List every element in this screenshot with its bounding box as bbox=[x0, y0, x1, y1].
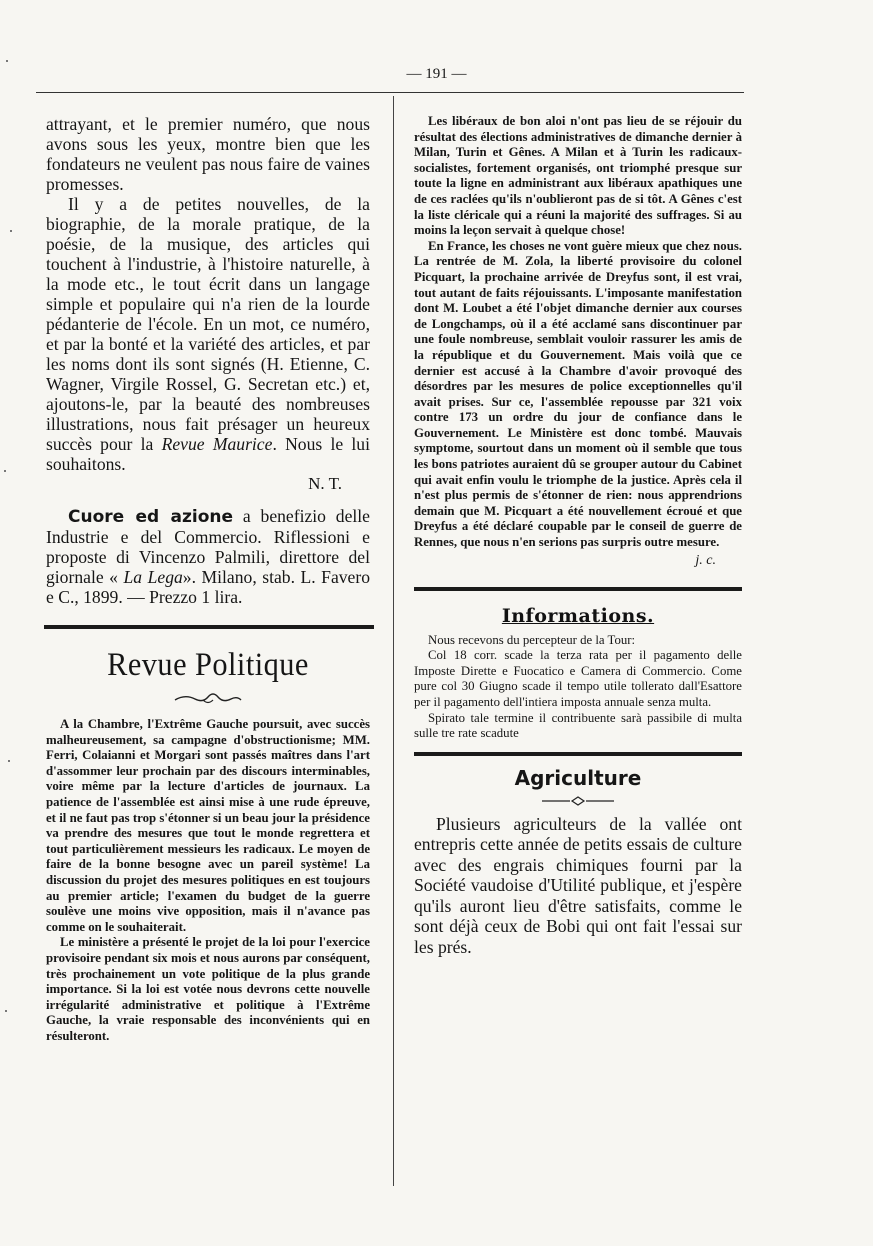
ornament-flourish-icon bbox=[173, 691, 243, 705]
cuore-journal: La Lega bbox=[123, 567, 183, 587]
politique-signature: j. c. bbox=[695, 552, 716, 568]
agriculture-text bbox=[414, 814, 742, 958]
cuore-text-a: a benefizio delle Industrie e del Commercio. Riflessioni e proposte di Vincenzo Palmili, direttore del giornale « bbox=[46, 506, 370, 587]
informations-paragraph: Spirato tale termine il contribuente sarà passibile di multa sulle tre rate scadute bbox=[414, 710, 742, 741]
section-title-agriculture: Agriculture bbox=[514, 765, 642, 790]
politique-text-left bbox=[46, 717, 370, 1044]
review-paragraph bbox=[46, 194, 370, 474]
politique-text-right bbox=[414, 114, 742, 551]
informations-paragraph: Col 18 corr. scade la terza rata per il pagamento delle Imposte Dirette e Fuocatico e Camera di Commercio. Come pure col 30 Giugno scade il tempo utile tollerato dall'Esattore per il pagamento dell'intiera imposta annuale senza multa. bbox=[414, 648, 742, 709]
review-signature: N. T. bbox=[308, 474, 342, 493]
review-text bbox=[46, 114, 370, 474]
agriculture-paragraph: Plusieurs agriculteurs de la vallée ont entrepris cette année de petits essais de culture avec des engrais chimiques fourni par la Société vaudoise d'Utilité publique, et j'espère qu'ils auront lieu d'être satisfaits, comme le sont déjà ceux de Bobi qui ont fait l'essai sur les prés. bbox=[414, 813, 742, 957]
cuore-notice bbox=[46, 506, 370, 607]
section-rule bbox=[44, 625, 374, 629]
politique-paragraph: Les libéraux de bon aloi n'ont pas lieu de se réjouir du résultat des élections administratives de dimanche dernier à Milan, Turin et Gênes. A Milan et à Turin les radicaux-socialistes, fortement organisés, ont triomphé presque sur toute la ligne en administrant aux libéraux apathiques une de ces raclées qu'ils n'oublieront pas de si tôt. A Gênes c'est la liste cléricale qui a réuni la majorité des suffrages. Si au moins la leçon servait à quelque chose! bbox=[414, 114, 742, 238]
page-number: — 191 — bbox=[406, 66, 467, 82]
review-paragraph-text: Il y a de petites nouvelles, de la biographie, de la morale pratique, de la poésie, de la musique, des articles qui touchent à l'industrie, à l'histoire naturelle, à la mode etc., le tout écrit dans un langage simple et populaire qui n'a rien de la lourde pédanterie de l'école. En un mot, ce numéro, et par la bonté et la variété des articles, et par les noms dont ils sont signés (H. Etienne, C. Wagner, Virgile Rossel, G. Secretan etc.) et, ajoutons-le, par la beauté des nombreuses illustrations, nous fait présager un heureux succès pour la bbox=[46, 194, 370, 454]
politique-paragraph: Le ministère a présenté le projet de la loi pour l'exercice provisoire pendant six mois et nous aurons par conséquent, très prochainement un vote politique de la plus grande importance. Si la loi est votée nous devrons cette nouvelle irrégularité administrative et politique à l'Extrême Gauche, la vraie responsable des inconvénients qui en résulteront. bbox=[46, 935, 370, 1043]
section-rule bbox=[414, 752, 742, 756]
informations-text bbox=[414, 633, 742, 742]
cuore-title: Cuore ed azione bbox=[68, 507, 234, 527]
left-column bbox=[46, 114, 370, 1044]
review-paragraph: attrayant, et le premier numéro, que nous avons sous les yeux, montre bien que les fondateurs ne veulent pas nous faire de vaines promesses. bbox=[46, 114, 370, 194]
review-tail: . Nous le lui souhaitons. bbox=[46, 434, 370, 474]
politique-paragraph: En France, les choses ne vont guère mieux que chez nous. La rentrée de M. Zola, la liberté provisoire du colonel Picquart, la prochaine arrivée de Dreyfus sont, il est vrai, tout autant de faits réjouissants. L'imposante manifestation dont M. Loubet a été l'objet dimanche dernier aux courses de Longchamps, où il a été acclamé sans discontinuer par une foule nombreuse, semblait vouloir rassurer les amis de la république et du Gouvernement. Mais voilà que ce dernier est accusé à la Chambre d'avoir provoqué des désordres par les mesures de police exceptionnelles qu'il avait prises. Sur ce, l'assemblée repousse par 321 voix contre 173 un ordre du jour de confiance dans le Gouvernement. Le Ministère est donc tombé. Mauvais symptome, sourtout dans un moment où il semble que tous les bons patriotes auraient dû se grouper autour du Cabinet qui avait enfin voulu le triomphe de la justice. Après cela il n'est plus permis de s'étonner de rien: nous apprendrions demain que M. Picquart a été nouvellement écroué et que Dreyfus a été déclaré coupable par le conseil de guerre de Rennes, que nous n'en serions pas surpris outre mesure. bbox=[414, 238, 742, 550]
ornament-divider-icon bbox=[538, 796, 618, 806]
header-rule bbox=[36, 92, 744, 93]
section-title-revue-politique: Revue Politique bbox=[107, 647, 309, 683]
informations-paragraph: Nous recevons du percepteur de la Tour: bbox=[428, 632, 636, 647]
column-divider bbox=[393, 96, 394, 1186]
cuore-text-b: ». Milano, stab. L. Favero e C., 1899. — Prezzo 1 lira. bbox=[46, 567, 371, 607]
section-rule bbox=[414, 587, 742, 591]
section-title-informations: Informations. bbox=[501, 604, 655, 627]
politique-paragraph: A la Chambre, l'Extrême Gauche poursuit, avec succès malheureusement, sa campagne d'obstructionisme; MM. Ferri, Colaianni et Morgari sont passés maîtres dans l'art d'assommer leur prochain par des discours interminables, voire même par la lecture d'articles de journaux. La patience de l'assemblée est ainsi mise à une rude épreuve, et il ne faut pas trop s'étonner si un beau jour la présidence va prendre des mesures que tout le monde regrettera et tout particulièrement messieurs les radicaux. Le moyen de faire de la bonne besogne avec un pareil système! La discussion du projet des mesures politiques en est toujours au premier article; l'examen du budget de la guerre soulève une moins vive opposition, mais il n'avance pas comme on le souhaiterait. bbox=[46, 717, 370, 934]
right-column bbox=[414, 114, 742, 957]
review-title-italic: Revue Maurice bbox=[161, 434, 273, 454]
